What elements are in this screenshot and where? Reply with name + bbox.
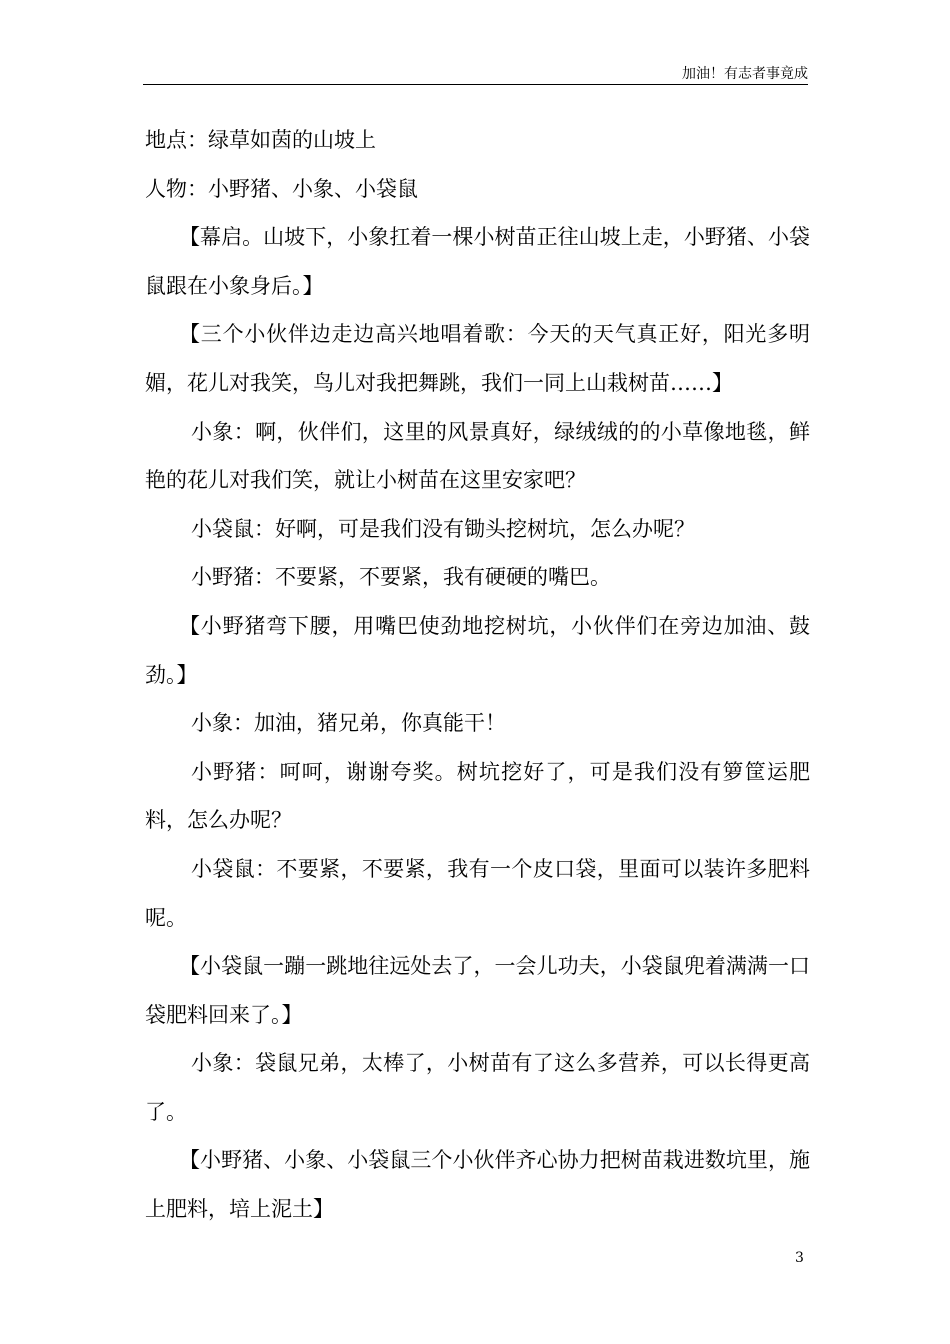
paragraph-dialogue: 小象：袋鼠兄弟，太棒了，小树苗有了这么多营养，可以长得更高了。: [145, 1051, 810, 1124]
paragraph-dialogue: 小野猪：不要紧，不要紧，我有硬硬的嘴巴。: [191, 565, 611, 590]
header-divider: [143, 84, 808, 85]
paragraph-dialogue: 小野猪：呵呵，谢谢夸奖。树坑挖好了，可是我们没有箩筐运肥料，怎么办呢？: [145, 759, 810, 833]
page-number: 3: [795, 1250, 804, 1266]
paragraph-characters: 人物：小野猪、小象、小袋鼠: [145, 176, 418, 201]
paragraph-stage-direction: 【三个小伙伴边走边高兴地唱着歌：今天的天气真正好，阳光多明媚，花儿对我笑，鸟儿对我把舞跳，我们一同上山栽树苗……】: [145, 322, 810, 395]
paragraph-dialogue: 小袋鼠：好啊，可是我们没有锄头挖树坑，怎么办呢？: [191, 516, 695, 541]
paragraph-stage-direction: 【幕启。山坡下，小象扛着一棵小树苗正往山坡上走，小野猪、小袋鼠跟在小象身后。】: [145, 225, 810, 298]
paragraph-dialogue: 小象：加油，猪兄弟，你真能干！: [191, 711, 506, 736]
header-motto: 加油！有志者事竟成: [682, 66, 808, 82]
paragraph-location: 地点：绿草如茵的山坡上: [145, 128, 376, 152]
paragraph-dialogue: 小象：啊，伙伴们，这里的风景真好，绿绒绒的的小草像地毯，鲜艳的花儿对我们笑，就让小树苗在这里安家吧？: [145, 419, 810, 493]
document-body: [145, 116, 810, 1234]
paragraph-stage-direction: 【小野猪弯下腰，用嘴巴使劲地挖树坑，小伙伴们在旁边加油、鼓劲。】: [145, 613, 810, 687]
paragraph-dialogue: 小袋鼠：不要紧，不要紧，我有一个皮口袋，里面可以装许多肥料呢。: [145, 856, 810, 930]
paragraph-stage-direction: 【小野猪、小象、小袋鼠三个小伙伴齐心协力把树苗栽进数坑里，施上肥料，培上泥土】: [145, 1148, 810, 1222]
paragraph-stage-direction: 【小袋鼠一蹦一跳地往远处去了，一会儿功夫，小袋鼠兜着满满一口袋肥料回来了。】: [145, 954, 810, 1027]
